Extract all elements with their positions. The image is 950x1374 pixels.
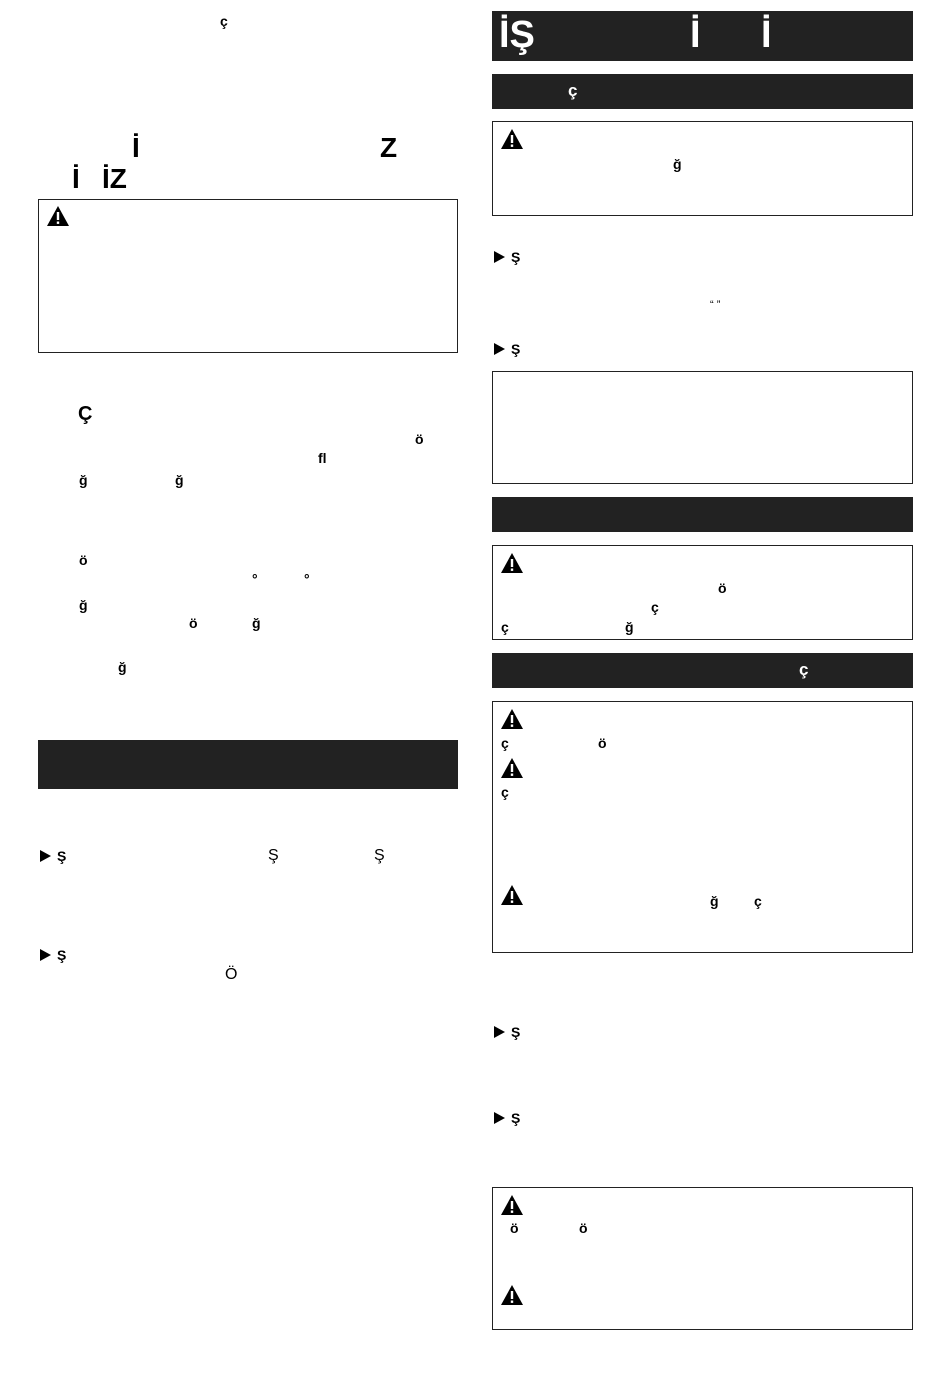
figure-label: Ş <box>511 1024 521 1040</box>
figure-reference <box>494 1111 520 1125</box>
text-glyph: ° <box>304 571 310 587</box>
text-glyph: ö <box>79 552 88 568</box>
arrow-icon <box>494 1112 505 1124</box>
arrow-icon <box>40 949 51 961</box>
text-glyph: fl <box>318 450 327 466</box>
section-bar-glyph: ç <box>568 81 578 100</box>
text-glyph: ö <box>598 735 607 751</box>
warning-icon <box>46 205 70 227</box>
page-title-glyph: İŞ <box>499 14 535 56</box>
text-glyph: ç <box>651 599 659 615</box>
figure-label: Ş <box>57 947 67 963</box>
text-glyph: ç <box>754 893 762 909</box>
section-bar <box>492 653 913 688</box>
figure-reference <box>494 342 520 356</box>
text-glyph: ö <box>718 580 727 596</box>
figure-reference <box>494 250 520 264</box>
text-glyph: ö <box>510 1220 519 1236</box>
warning-box <box>492 1187 913 1330</box>
arrow-icon <box>40 850 51 862</box>
warning-box <box>492 545 913 640</box>
page-title-bar <box>492 11 913 61</box>
text-glyph: ğ <box>673 156 682 172</box>
figure-label: Ş <box>57 848 67 864</box>
warning-icon <box>500 757 524 779</box>
page-title-glyph: İ <box>761 14 772 56</box>
figure-reference <box>40 948 66 962</box>
text-glyph: ğ <box>625 619 634 635</box>
heading-glyph: İ <box>72 163 80 194</box>
warning-box <box>38 199 458 353</box>
section-bar <box>38 740 458 789</box>
text-glyph: ğ <box>118 659 127 675</box>
warning-box <box>492 121 913 216</box>
quote-marks: “ ” <box>710 299 721 311</box>
text-glyph: ö <box>189 615 198 631</box>
warning-icon <box>500 1284 524 1306</box>
warning-icon <box>500 884 524 906</box>
section-bar <box>492 74 913 109</box>
warning-icon <box>500 552 524 574</box>
figure-label: Ş <box>511 341 521 357</box>
warning-box <box>492 701 913 953</box>
heading-glyph: Z <box>380 132 398 163</box>
heading-glyph: İZ <box>102 163 127 194</box>
section-glyph: Ç <box>78 403 93 425</box>
warning-icon <box>500 1194 524 1216</box>
arrow-icon <box>494 251 505 263</box>
warning-icon <box>500 128 524 150</box>
text-glyph: ç <box>501 784 509 800</box>
page-title-glyph: İ <box>690 14 701 56</box>
arrow-icon <box>494 1026 505 1038</box>
text-glyph: ö <box>579 1220 588 1236</box>
text-glyph: ğ <box>79 597 88 613</box>
text-glyph: Ö <box>225 966 238 983</box>
note-box <box>492 371 913 484</box>
text-glyph: ğ <box>252 615 261 631</box>
section-bar <box>492 497 913 532</box>
arrow-icon <box>494 343 505 355</box>
text-glyph: ğ <box>79 472 88 488</box>
text-glyph: ç <box>501 619 509 635</box>
top-glyph: ç <box>220 13 228 29</box>
figure-label: Ş <box>511 1110 521 1126</box>
warning-icon <box>500 708 524 730</box>
figure-label: Ş <box>511 249 521 265</box>
text-glyph: Ş <box>374 847 385 864</box>
text-glyph: ç <box>501 735 509 751</box>
section-bar-glyph: ç <box>799 660 809 679</box>
text-glyph: ° <box>252 571 258 587</box>
heading-glyph: İ <box>132 132 140 163</box>
figure-reference <box>494 1025 520 1039</box>
figure-reference <box>40 849 66 863</box>
text-glyph: ö <box>415 431 424 447</box>
text-glyph: ğ <box>710 893 719 909</box>
text-glyph: Ş <box>268 847 279 864</box>
text-glyph: ğ <box>175 472 184 488</box>
